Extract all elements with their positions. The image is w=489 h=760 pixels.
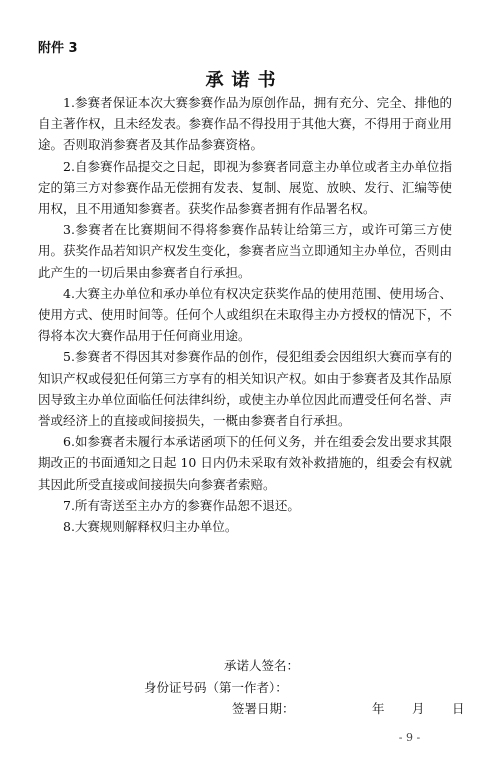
clause-4: 4.大赛主办单位和承办单位有权决定获奖作品的使用范围、使用场合、使用方式、使用时间等。任何个人或组织在未取得主办方授权的情况下，不得将本次大赛作品用于任何商业用途。 [38,285,452,344]
id-number-label: 身份证号码（第一作者）： [144,680,288,695]
clause-1: 1.参赛者保证本次大赛参赛作品为原创作品，拥有充分、完全、排他的自主著作权，且未经发表。参赛作品不得投用于其他大赛，不得用于商业用途。否则取消参赛者及其作品参赛资格。 [38,95,452,153]
clause-7: 7.所有寄送至主办方的参赛作品恕不退还。 [63,497,300,513]
year-label: 年 [372,701,385,716]
clause-2: 2.自参赛作品提交之日起，即视为参赛者同意主办单位或者主办单位指定的第三方对参赛作品无偿拥有发表、复制、展览、放映、发行、汇编等使用权，且不用通知参赛者。获奖作品参赛者拥有作品署名权。 [38,158,452,217]
month-label: 月 [412,701,425,716]
clause-6: 6.如参赛者未履行本承诺函项下的任何义务，并在组委会发出要求其限期改正的书面通知之日起 10 日内仍未采取有效补救措施的，组委会有权就其因此所受直接或间接损失向参赛者索赔。 [38,434,452,492]
page-number-row [0,731,489,744]
clause-3: 3.参赛者在比赛期间不得将参赛作品转让给第三方，或许可第三方使用。获奖作品若知识产权发生变化，参赛者应当立即通知主办单位，否则由此产生的一切后果由参赛者自行承担。 [38,222,452,280]
clause-8: 8.大赛规则解释权归主办单位。 [63,519,238,535]
sign-date-label: 签署日期： [232,701,295,716]
document-title: 承诺书 [205,70,284,91]
clause-list [38,92,452,537]
clause-5: 5.参赛者不得因其对参赛作品的创作，侵犯组委会因组织大赛而享有的知识产权或侵犯任何第三方享有的相关知识产权。如由于参赛者及其作品原因导致主办单位面临任何法律纠纷，或使主办单位因此而遭受任何名誉、声誉或经济上的直接或间接损失，一概由参赛者自行承担。 [38,349,452,429]
attachment-label: 附件 3 [38,41,78,56]
page-number: - 9 - [398,731,421,744]
signer-label: 承诺人签名： [224,658,300,673]
day-label: 日 [452,701,465,716]
sign-date-row [232,698,465,720]
